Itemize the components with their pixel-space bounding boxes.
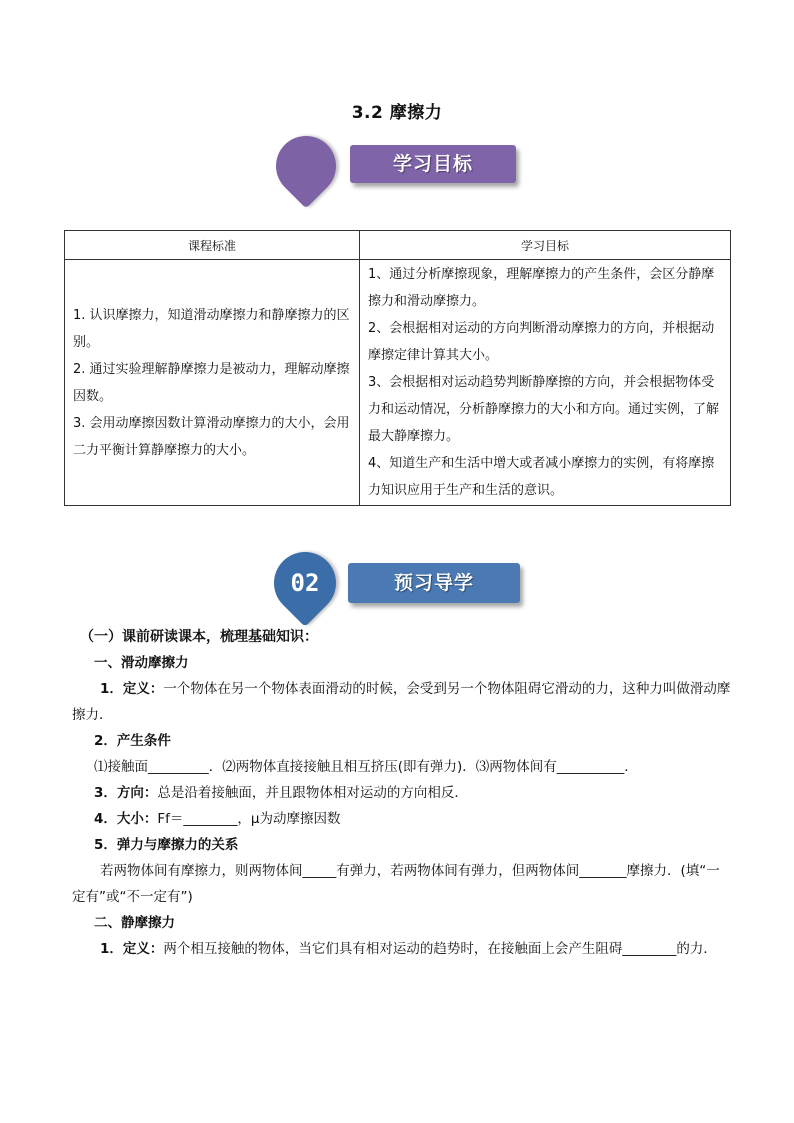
goals-cell: [360, 260, 731, 506]
table-header-standards: 课程标准: [65, 231, 360, 260]
banner-label: 预习导学: [348, 563, 520, 603]
standard-item: 3. 会用动摩擦因数计算滑动摩擦力的大小，会用二力平衡计算静摩擦力的大小。: [73, 415, 350, 458]
table-header-goals: 学习目标: [360, 231, 731, 260]
paragraph-magnitude: [72, 806, 732, 832]
document-title: 3.2 摩擦力: [351, 103, 443, 123]
section-banner-learning-goals: [276, 136, 520, 196]
item-label: 1．定义：: [100, 941, 164, 957]
goal-item: 1、通过分析摩擦现象，理解摩擦力的产生条件，会区分静摩擦力和滑动摩擦力。: [368, 267, 715, 309]
section-banner-preview: [272, 552, 524, 614]
paragraph-direction: [72, 780, 732, 806]
part2-title: 二、静摩擦力: [94, 915, 175, 931]
part1-title: 一、滑动摩擦力: [94, 655, 189, 671]
goal-item: 3、会根据相对运动趋势判断静摩擦的方向，并会根据物体受力和运动情况，分析静摩擦力的大小和方向。通过实例，了解最大静摩擦力。: [368, 375, 720, 444]
standard-item: 2. 通过实验理解静摩擦力是被动力，理解动摩擦因数。: [73, 361, 350, 404]
item-label: 4．大小：: [94, 811, 158, 827]
item-text: 一个物体在另一个物体表面滑动的时候，会受到另一个物体阻碍它滑动的力，这种力叫做滑动摩擦力．: [72, 681, 731, 723]
item-text: 两个相互接触的物体，当它们具有相对运动的趋势时，在接触面上会产生阻碍________的力．: [163, 941, 717, 957]
goals-table: [64, 230, 731, 506]
banner-decor-shape: [264, 124, 349, 209]
standards-cell: [65, 260, 360, 506]
banner-label: 学习目标: [350, 145, 516, 183]
preview-content: [72, 624, 732, 962]
item-label: 1．定义：: [100, 681, 164, 697]
table-row: [65, 260, 731, 506]
conditions-text: ⑴接触面_________．⑵两物体直接接触且相互挤压(即有弹力)．⑶两物体间有__________．: [94, 759, 638, 775]
goal-item: 2、会根据相对运动的方向判断滑动摩擦力的方向，并根据动摩擦定律计算其大小。: [368, 321, 715, 363]
relation-text: 若两物体间有摩擦力，则两物体间_____有弹力，若两物体间有弹力，但两物体间_______摩擦力．(填“一定有”或“不一定有”): [72, 863, 720, 905]
section-number: 02: [290, 569, 320, 597]
table-header-row: [65, 231, 731, 260]
item-text: Ff＝________，μ为动摩擦因数: [157, 811, 341, 827]
section-heading: （一）课前研读课本，梳理基础知识：: [80, 629, 318, 645]
goal-item: 4、知道生产和生活中增大或者减小摩擦力的实例，有将摩擦力知识应用于生产和生活的意识。: [368, 456, 715, 498]
standard-item: 1. 认识摩擦力，知道滑动摩擦力和静摩擦力的区别。: [73, 307, 350, 350]
paragraph-definition: [72, 676, 732, 728]
item-label: 3．方向：: [94, 785, 158, 801]
item-text: 总是沿着接触面，并且跟物体相对运动的方向相反．: [157, 785, 468, 801]
item-label: 5．弹力与摩擦力的关系: [94, 837, 239, 853]
item-label: 2．产生条件: [94, 733, 171, 749]
paragraph-static-definition: [72, 936, 732, 962]
